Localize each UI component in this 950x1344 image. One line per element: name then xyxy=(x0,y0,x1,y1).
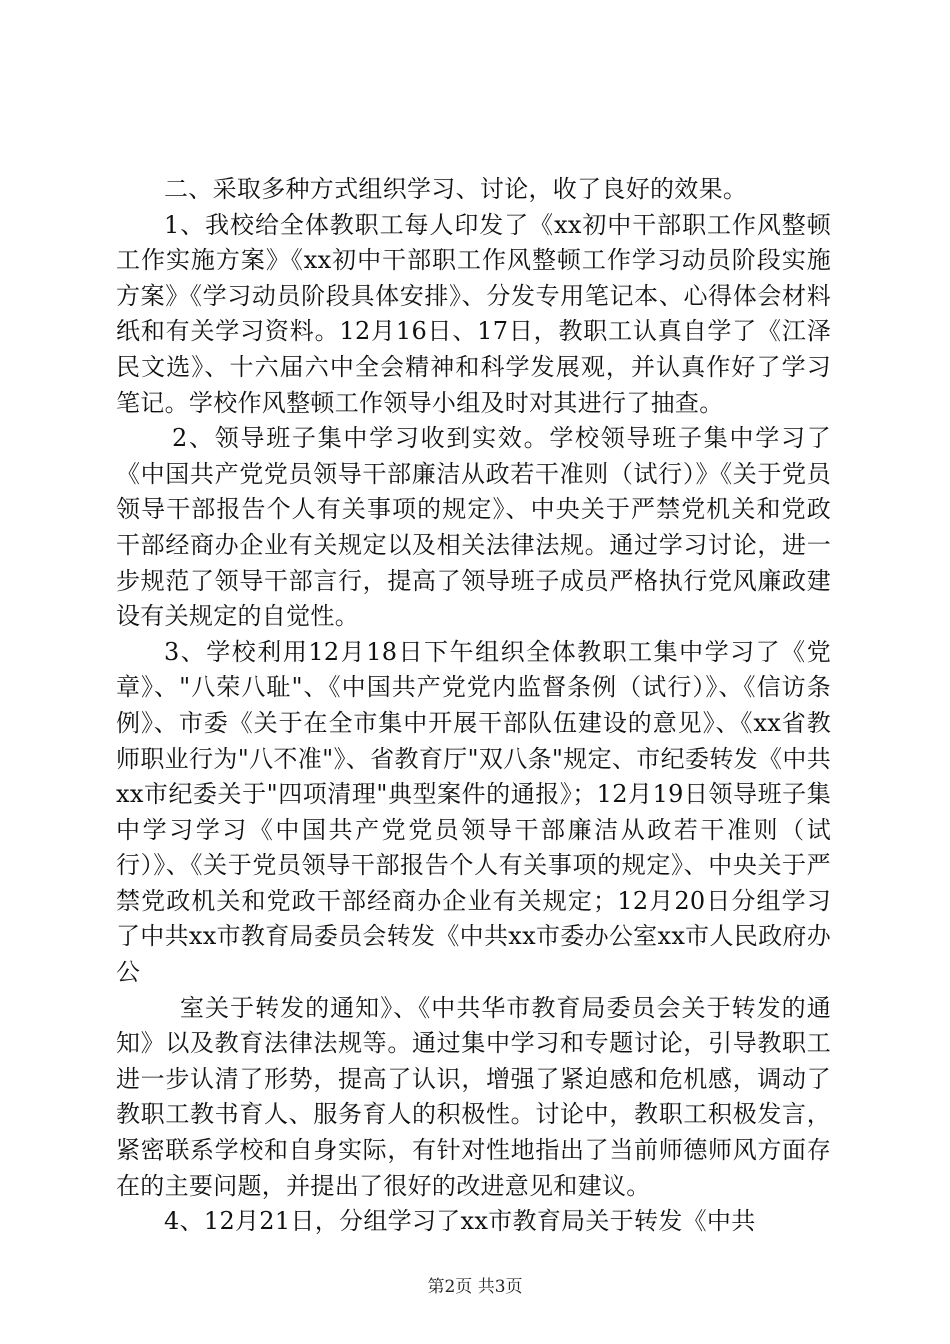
page-footer: 第2页 共3页 xyxy=(427,1277,523,1297)
paragraph-item-2: 2、领导班子集中学习收到实效。学校领导班子集中学习了《中国共产党党员领导干部廉洁从政若干准则（试行）》《关于党员领导干部报告个人有关事项的规定》、中央关于严禁党机关和党政干部经商办企业有关规定以及相关法律法规。通过学习讨论，进一步规范了领导干部言行，提高了领导班子成员严格执行党风廉政建设有关规定的自觉性。 xyxy=(116,424,831,631)
paragraph-item-4: 4、12月21日，分组学习了xx市教育局关于转发《中共 xyxy=(164,1207,756,1236)
paragraph-item-1: 1、我校给全体教职工每人印发了《xx初中干部职工作风整顿工作实施方案》《xx初中干部职工作风整顿工作学习动员阶段实施方案》《学习动员阶段具体安排》、分发专用笔记本、心得体会材料纸和有关学习资料。12月16日、17日，教职工认真自学了《江泽民文选》、十六届六中全会精神和科学发展观，并认真作好了学习笔记。学校作风整顿工作领导小组及时对其进行了抽查。 xyxy=(116,210,831,417)
paragraph-item-3-continued: 室关于转发的通知》、《中共华市教育局委员会关于转发的通知》以及教育法律法规等。通过集中学习和专题讨论，引导教职工进一步认清了形势，提高了认识，增强了紧迫感和危机感，调动了教职工教书育人、服务育人的积极性。讨论中，教职工积极发言，紧密联系学校和自身实际，有针对性地指出了当前师德师风方面存在的主要问题，并提出了很好的改进意见和建议。 xyxy=(116,993,831,1200)
document-body xyxy=(116,172,831,1240)
section-heading: 二、采取多种方式组织学习、讨论，收了良好的效果。 xyxy=(164,175,748,203)
paragraph-item-3: 3、学校利用12月18日下午组织全体教职工集中学习了《党章》、"八荣八耻"、《中国共产党党内监督条例（试行）》、《信访条例》、市委《关于在全市集中开展干部队伍建设的意见》、《xx省教师职业行为"八不准"》、省教育厅"双八条"规定、市纪委转发《中共xx市纪委关于"四项清理"典型案件的通报》；12月19日领导班子集中学习学习《中国共产党党员领导干部廉洁从政若干准则（试行）》、《关于党员领导干部报告个人有关事项的规定》、中央关于严禁党政机关和党政干部经商办企业有关规定；12月20日分组学习了中共xx市教育局委员会转发《中共xx市委办公室xx市人民政府办公 xyxy=(116,637,831,987)
